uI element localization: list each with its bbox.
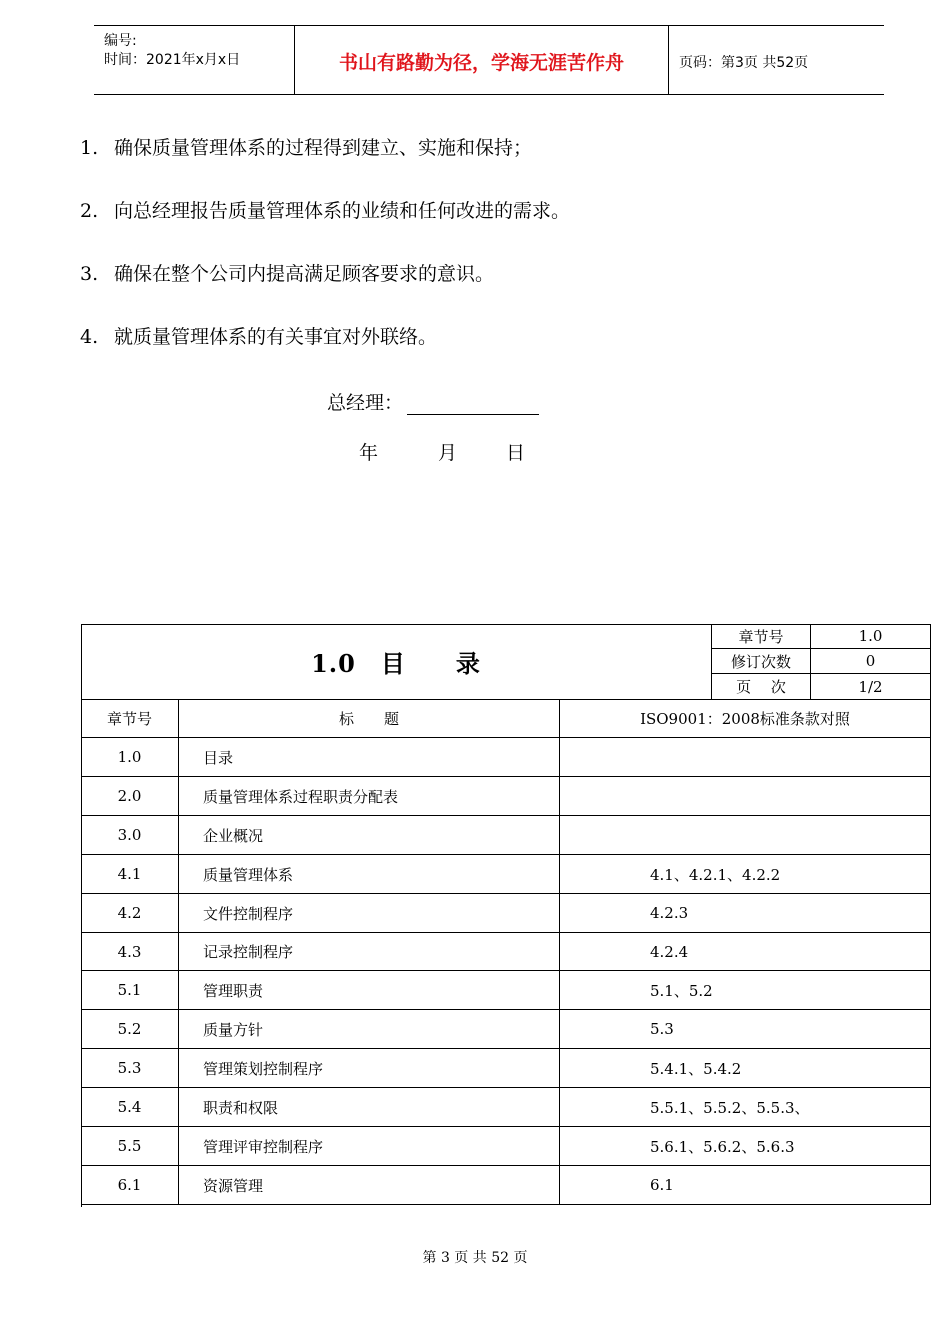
row-clause: 4.2.3 <box>560 894 931 933</box>
meta-value: 0 <box>811 649 931 674</box>
duty-number: 4. <box>80 326 99 348</box>
signature-line <box>327 388 539 415</box>
row-section: 2.0 <box>81 777 179 816</box>
duty-text: 向总经理报告质量管理体系的业绩和任何改进的需求。 <box>114 200 571 222</box>
row-clause <box>560 816 931 855</box>
date-day: 日 <box>506 442 526 464</box>
row-title: 质量管理体系 <box>179 855 560 894</box>
header-page-cell <box>669 26 884 94</box>
row-section: 3.0 <box>81 816 179 855</box>
row-section: 5.1 <box>81 971 179 1010</box>
row-clause: 5.4.1、5.4.2 <box>560 1049 931 1088</box>
row-title: 资源管理 <box>179 1166 560 1205</box>
row-title: 管理评审控制程序 <box>179 1127 560 1166</box>
header-motto-cell <box>295 26 669 94</box>
column-header-title: 标 题 <box>179 700 560 738</box>
row-title: 管理职责 <box>179 971 560 1010</box>
row-title: 质量方针 <box>179 1010 560 1049</box>
row-clause: 4.1、4.2.1、4.2.2 <box>560 855 931 894</box>
row-section: 4.3 <box>81 933 179 971</box>
row-title: 文件控制程序 <box>179 894 560 933</box>
row-clause <box>560 777 931 816</box>
row-section: 4.1 <box>81 855 179 894</box>
header-info-cell <box>94 26 295 94</box>
row-title: 目录 <box>179 738 560 777</box>
row-clause <box>560 738 931 777</box>
row-clause: 5.1、5.2 <box>560 971 931 1010</box>
time-label: 时间：2021年x月x日 <box>104 52 241 68</box>
signature-blank <box>407 392 539 415</box>
column-header-section: 章节号 <box>81 700 179 738</box>
duty-text: 确保质量管理体系的过程得到建立、实施和保持； <box>114 137 533 159</box>
duty-text: 确保在整个公司内提高满足顾客要求的意识。 <box>114 263 495 285</box>
toc-title-cell <box>81 624 712 700</box>
row-section: 6.1 <box>81 1166 179 1205</box>
duty-item <box>80 196 570 223</box>
page-footer: 第 3 页 共 52 页 <box>422 1250 528 1266</box>
row-title: 企业概况 <box>179 816 560 855</box>
duty-number: 2. <box>80 200 99 222</box>
page-header <box>94 25 884 95</box>
row-clause: 4.2.4 <box>560 933 931 971</box>
duty-item <box>80 322 437 349</box>
row-title: 质量管理体系过程职责分配表 <box>179 777 560 816</box>
meta-value: 1.0 <box>811 624 931 649</box>
page-label: 页码：第3页 共52页 <box>679 55 809 71</box>
toc-title: 1.0 目 录 <box>311 649 481 678</box>
row-section: 1.0 <box>81 738 179 777</box>
duty-text: 就质量管理体系的有关事宜对外联络。 <box>114 326 438 348</box>
row-title: 记录控制程序 <box>179 933 560 971</box>
row-clause: 5.3 <box>560 1010 931 1049</box>
row-section: 4.2 <box>81 894 179 933</box>
row-section: 5.5 <box>81 1127 179 1166</box>
meta-label: 页 次 <box>712 674 811 700</box>
duty-item <box>80 259 494 286</box>
row-clause: 5.5.1、5.5.2、5.5.3、 <box>560 1088 931 1127</box>
duty-item <box>80 133 532 160</box>
motto: 书山有路勤为径，学海无涯苦作舟 <box>338 52 624 74</box>
row-section: 5.3 <box>81 1049 179 1088</box>
number-label: 编号: <box>104 33 137 49</box>
row-clause: 6.1 <box>560 1166 931 1205</box>
column-header-clause: ISO9001：2008标准条款对照 <box>560 700 931 738</box>
meta-value: 1/2 <box>811 674 931 700</box>
date-year: 年 <box>359 442 379 464</box>
row-section: 5.4 <box>81 1088 179 1127</box>
duty-number: 3. <box>80 263 99 285</box>
row-section: 5.2 <box>81 1010 179 1049</box>
row-clause: 5.6.1、5.6.2、5.6.3 <box>560 1127 931 1166</box>
date-month: 月 <box>438 442 458 464</box>
row-title: 职责和权限 <box>179 1088 560 1127</box>
signature-label: 总经理： <box>327 392 404 414</box>
meta-label: 章节号 <box>712 624 811 649</box>
duty-number: 1. <box>80 137 99 159</box>
row-title: 管理策划控制程序 <box>179 1049 560 1088</box>
meta-label: 修订次数 <box>712 649 811 674</box>
